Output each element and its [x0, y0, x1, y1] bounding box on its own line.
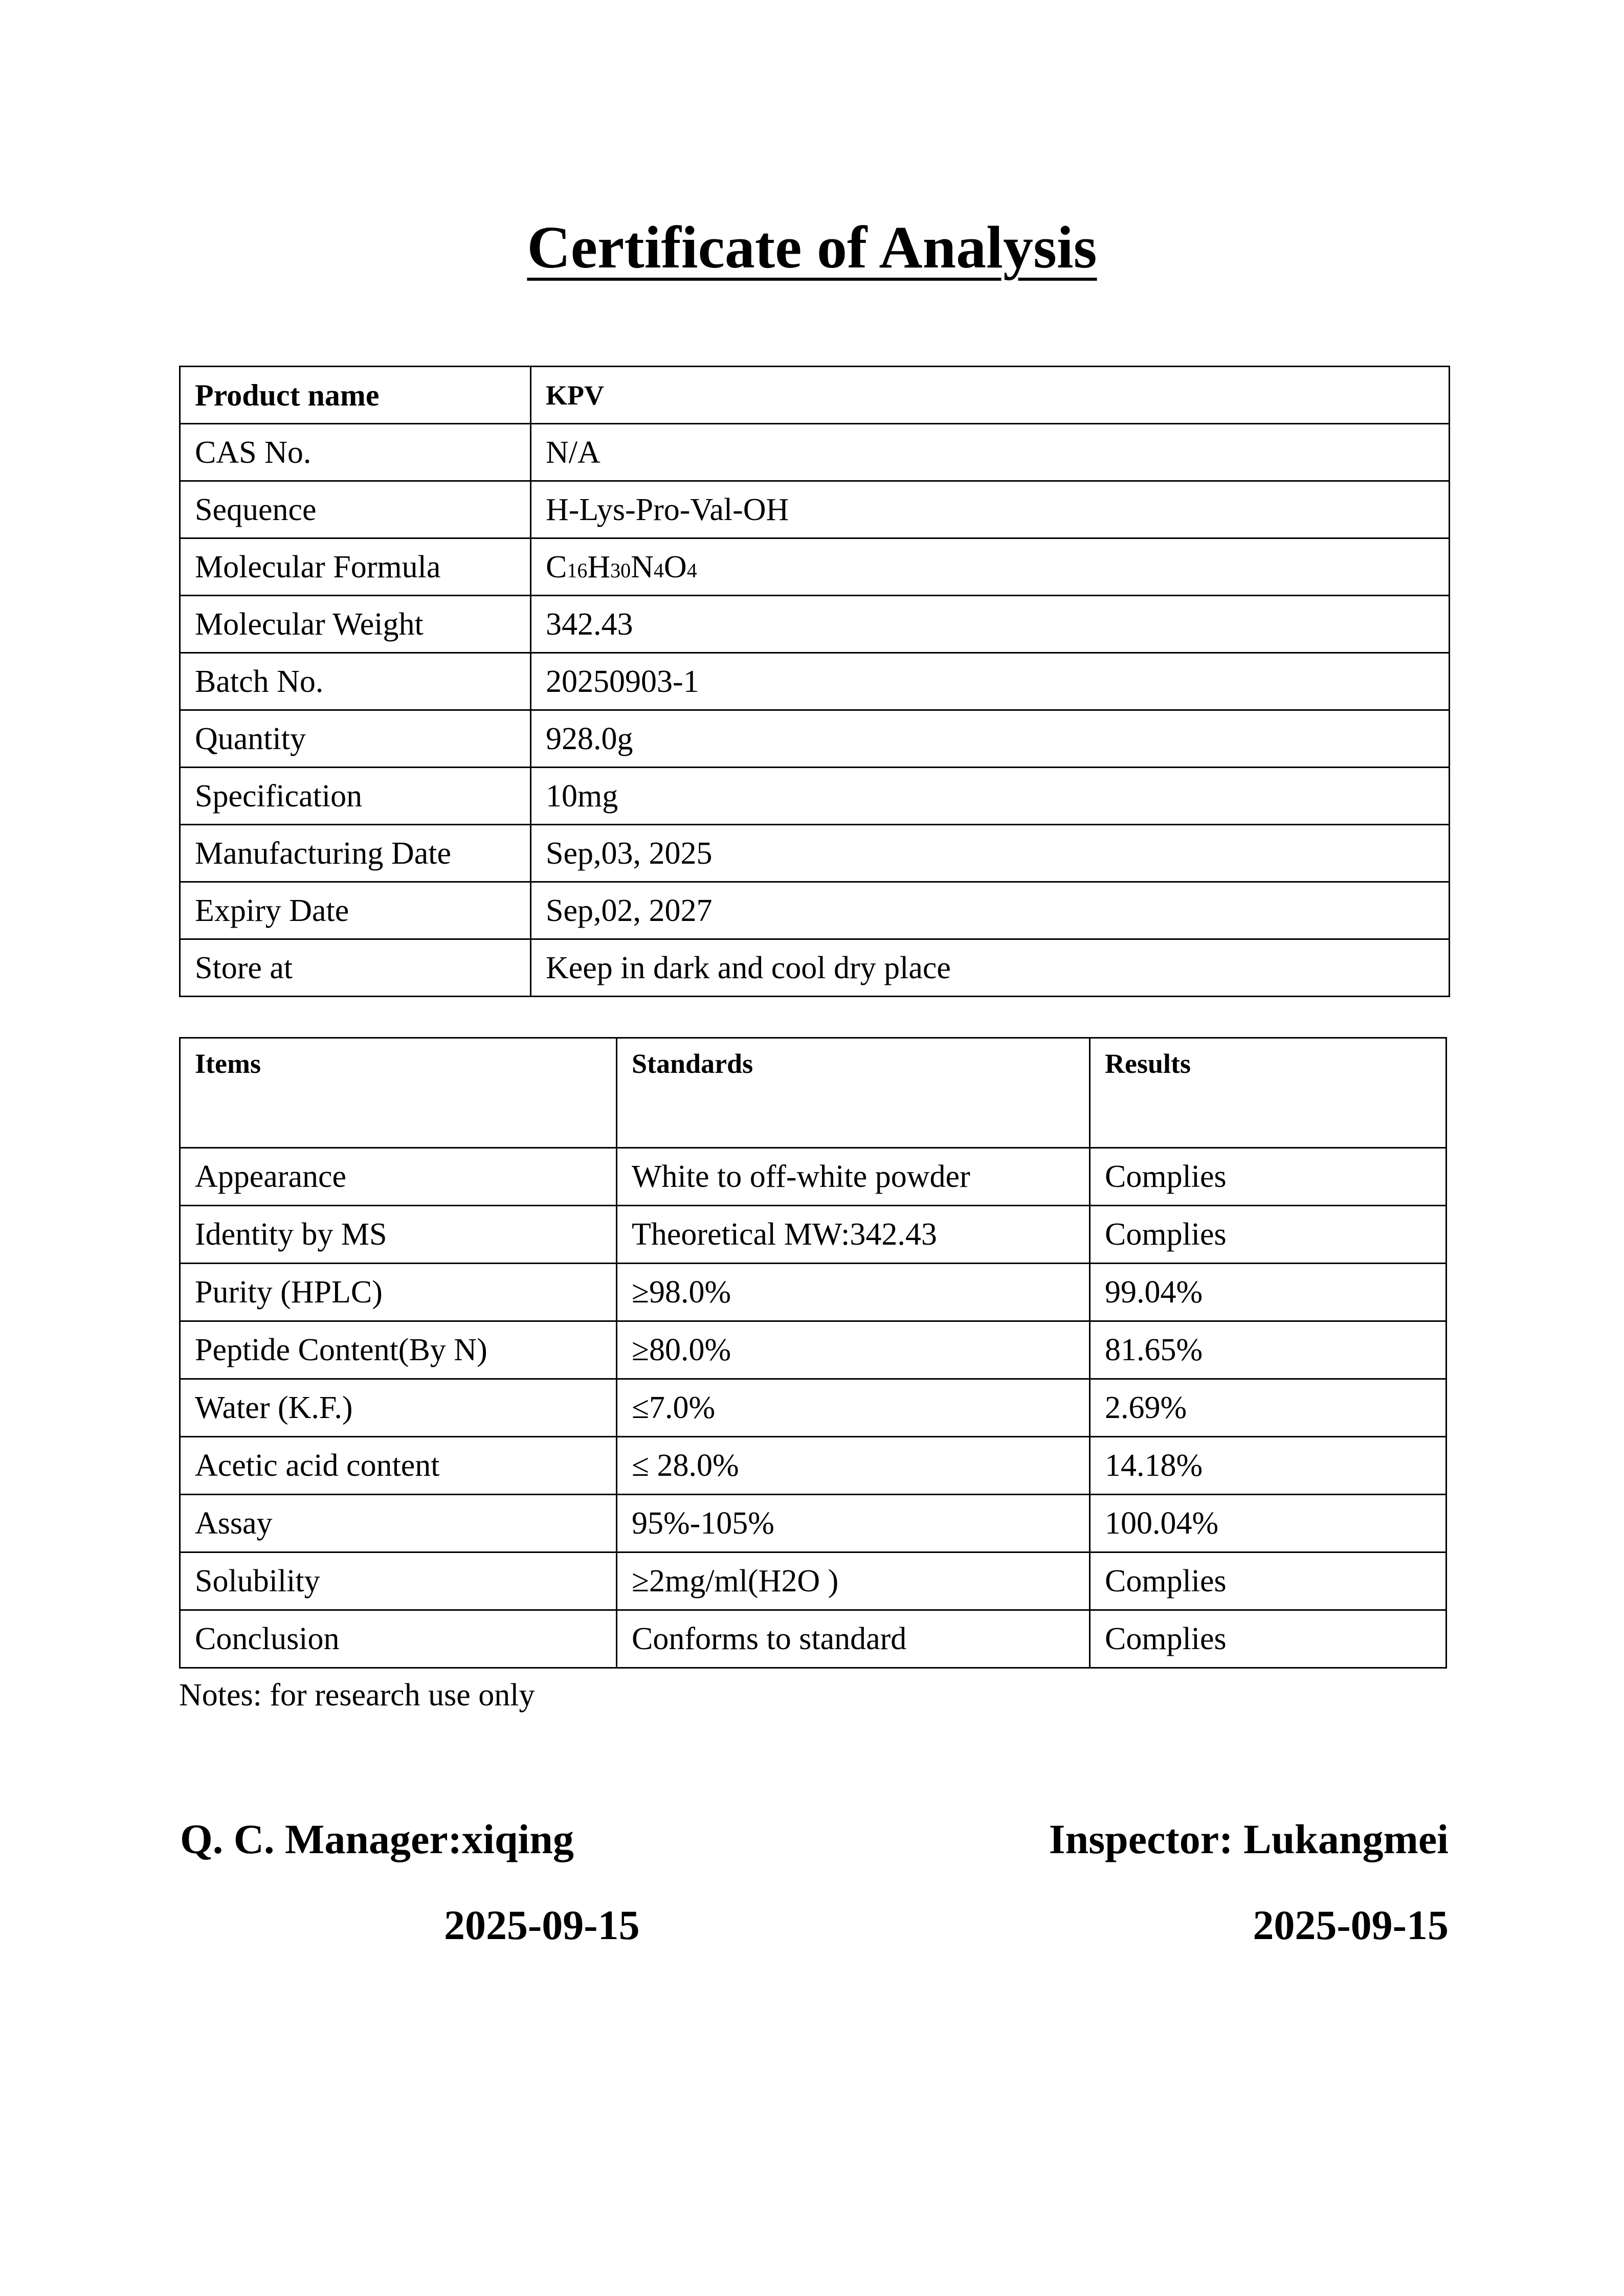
- info-label: Sequence: [180, 481, 531, 538]
- column-header-items: Items: [180, 1038, 617, 1148]
- table-row: [180, 1437, 1447, 1495]
- test-item: Identity by MS: [180, 1206, 617, 1264]
- table-row: [180, 1148, 1447, 1206]
- info-label: Molecular Formula: [180, 538, 531, 596]
- inspector-date: 2025-09-15: [1253, 1902, 1449, 1948]
- info-label: Molecular Weight: [180, 596, 531, 653]
- test-result: Complies: [1090, 1552, 1447, 1610]
- formula-subscript: 30: [610, 558, 631, 582]
- formula-element: N: [631, 549, 654, 584]
- test-standard: ≥98.0%: [617, 1264, 1090, 1321]
- info-label: Specification: [180, 768, 531, 825]
- formula-element: H: [587, 549, 611, 584]
- table-row: [180, 1610, 1447, 1668]
- table-row: [180, 1321, 1447, 1379]
- info-value: H-Lys-Pro-Val-OH: [531, 481, 1450, 538]
- formula-subscript: 4: [686, 558, 697, 582]
- info-value: KPV: [531, 367, 1450, 424]
- column-header-standards: Standards: [617, 1038, 1090, 1148]
- qc-manager-signature: Q. C. Manager:xiqing: [180, 1816, 574, 1862]
- test-standard: Theoretical MW:342.43: [617, 1206, 1090, 1264]
- info-label: Manufacturing Date: [180, 825, 531, 882]
- formula-element: O: [663, 549, 687, 584]
- formula-subscript: 16: [567, 558, 588, 582]
- info-value: Sep,02, 2027: [531, 882, 1450, 939]
- test-item: Appearance: [180, 1148, 617, 1206]
- table-row: [180, 1206, 1447, 1264]
- test-result: 81.65%: [1090, 1321, 1447, 1379]
- notes-text: Notes: for research use only: [179, 1678, 535, 1713]
- test-result: 14.18%: [1090, 1437, 1447, 1495]
- test-result: Complies: [1090, 1610, 1447, 1668]
- test-item: Water (K.F.): [180, 1379, 617, 1437]
- info-value: 928.0g: [531, 710, 1450, 768]
- info-label: Batch No.: [180, 653, 531, 710]
- test-standard: ≤ 28.0%: [617, 1437, 1090, 1495]
- test-item: Peptide Content(By N): [180, 1321, 617, 1379]
- column-header-results: Results: [1090, 1038, 1447, 1148]
- test-item: Purity (HPLC): [180, 1264, 617, 1321]
- test-result: 99.04%: [1090, 1264, 1447, 1321]
- test-result: Complies: [1090, 1206, 1447, 1264]
- test-item: Acetic acid content: [180, 1437, 617, 1495]
- test-standard: 95%-105%: [617, 1495, 1090, 1552]
- table-row: [180, 1552, 1447, 1610]
- test-standard: White to off-white powder: [617, 1148, 1090, 1206]
- info-label: Product name: [180, 367, 531, 424]
- test-item: Conclusion: [180, 1610, 617, 1668]
- table-row: [180, 596, 1450, 653]
- test-item: Solubility: [180, 1552, 617, 1610]
- table-row: [180, 768, 1450, 825]
- product-info-table: [179, 366, 1450, 997]
- table-row: [180, 1264, 1447, 1321]
- formula-element: C: [546, 549, 567, 584]
- document-title-text: Certificate of Analysis: [527, 214, 1097, 281]
- info-value: 342.43: [531, 596, 1450, 653]
- molecular-formula-value: [531, 538, 1450, 596]
- formula-subscript: 4: [653, 558, 664, 582]
- info-label: Expiry Date: [180, 882, 531, 939]
- inspector-signature: Inspector: Lukangmei: [1049, 1816, 1449, 1862]
- test-standard: ≤7.0%: [617, 1379, 1090, 1437]
- table-row: [180, 367, 1450, 424]
- test-results-table: [179, 1037, 1447, 1669]
- test-item: Assay: [180, 1495, 617, 1552]
- info-label: Store at: [180, 939, 531, 997]
- info-label: CAS No.: [180, 424, 531, 481]
- info-value: 20250903-1: [531, 653, 1450, 710]
- info-value: Sep,03, 2025: [531, 825, 1450, 882]
- table-row: [180, 1495, 1447, 1552]
- test-result: 100.04%: [1090, 1495, 1447, 1552]
- table-row: [180, 653, 1450, 710]
- qc-manager-date: 2025-09-15: [444, 1902, 640, 1948]
- test-result: Complies: [1090, 1148, 1447, 1206]
- info-value: 10mg: [531, 768, 1450, 825]
- test-standard: ≥80.0%: [617, 1321, 1090, 1379]
- info-value: Keep in dark and cool dry place: [531, 939, 1450, 997]
- test-standard: ≥2mg/ml(H2O ): [617, 1552, 1090, 1610]
- table-row: [180, 710, 1450, 768]
- table-row: [180, 939, 1450, 997]
- table-row: [180, 1379, 1447, 1437]
- table-row: [180, 538, 1450, 596]
- info-label: Quantity: [180, 710, 531, 768]
- table-row: [180, 825, 1450, 882]
- table-header-row: [180, 1038, 1447, 1148]
- table-row: [180, 882, 1450, 939]
- test-standard: Conforms to standard: [617, 1610, 1090, 1668]
- table-row: [180, 481, 1450, 538]
- test-result: 2.69%: [1090, 1379, 1447, 1437]
- table-row: [180, 424, 1450, 481]
- document-title: [0, 214, 1624, 281]
- info-value: N/A: [531, 424, 1450, 481]
